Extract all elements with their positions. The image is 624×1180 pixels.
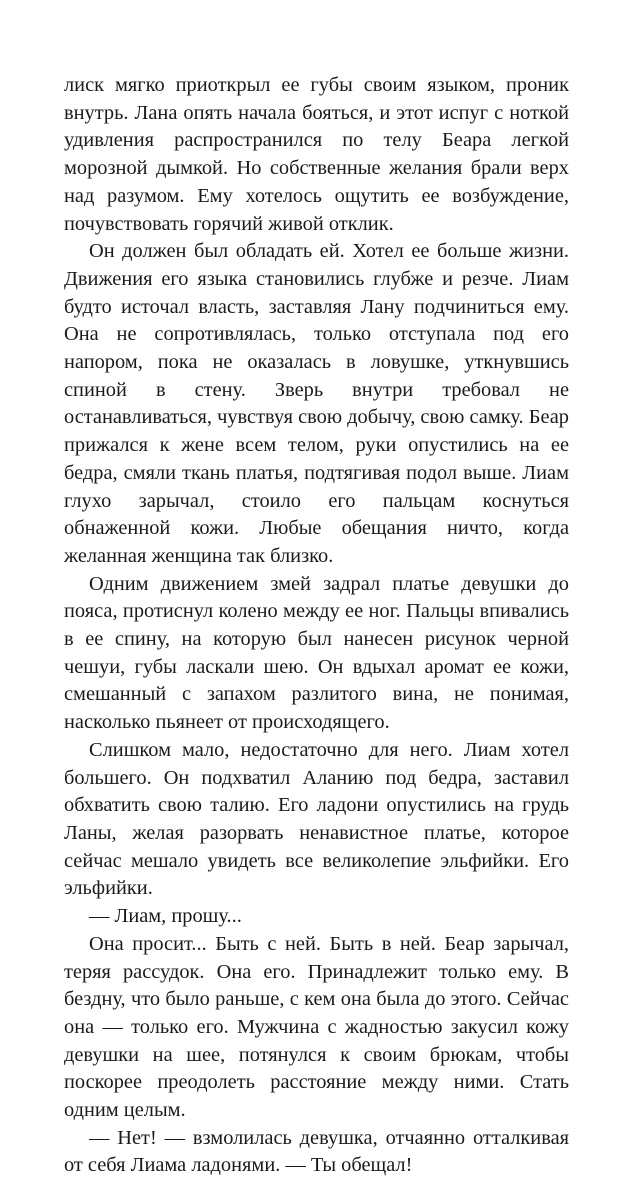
- paragraph-2: Он должен был обладать ей. Хотел ее больше жизни. Движения его языка становились глубже и резче. Лиам будто источал власть, заставляя Лану подчиниться ему. Она не сопротивлялась, только отступала под его напором, пока не оказалась в ловушке, уткнувшись спиной в стену. Зверь внутри требовал не останавливаться, чувствуя свою добычу, свою самку. Беар прижался к жене всем телом, руки опустились на ее бедра, смяли ткань платья, подтягивая подол выше. Лиам глухо зарычал, стоило его пальцам коснуться обнаженной кожи. Любые обещания ничто, когда желанная женщина так близко.: [64, 240, 569, 567]
- paragraph-3: Одним движением змей задрал платье девушки до пояса, протиснул колено между ее ног. Пальцы впивались в ее спину, на которую был нанесен рисунок черной чешуи, губы ласкали шею. Он вдыхал аромат ее кожи, смешанный с запахом разлитого вина, не понимая, насколько пьянеет от происходящего.: [64, 572, 569, 734]
- paragraph-4: Слишком мало, недостаточно для него. Лиам хотел большего. Он подхватил Аланию под бедра, заставил обхватить свою талию. Его ладони опустились на грудь Ланы, желая разорвать ненавистное платье, которое сейчас мешало увидеть все великолепие эльфийки. Его эльфийки.: [64, 738, 569, 900]
- paragraph-1: лиск мягко приоткрыл ее губы своим языком, проник внутрь. Лана опять начала бояться, и этот испуг с ноткой удивления распространился по телу Беара легкой морозной дымкой. Но собственные желания брали верх над разумом. Ему хотелось ощутить ее возбуждение, почувствовать горячий живой отклик.: [64, 74, 569, 235]
- page-text-block: [64, 72, 569, 1180]
- dialogue-line-2: — Нет! — взмолилась девушка, отчаянно отталкивая от себя Лиама ладонями. — Ты обещал!: [64, 1126, 569, 1177]
- paragraph-5: Она просит... Быть с ней. Быть в ней. Беар зарычал, теряя рассудок. Она его. Принадлежит только ему. В бездну, что было раньше, с кем она была до этого. Сейчас она — только его. Мужчина с жадностью закусил кожу девушки на шее, потянулся к своим брюкам, чтобы поскорее преодолеть расстояние между ними. Стать одним целым.: [64, 932, 569, 1122]
- dialogue-line-1: — Лиам, прошу...: [89, 905, 242, 928]
